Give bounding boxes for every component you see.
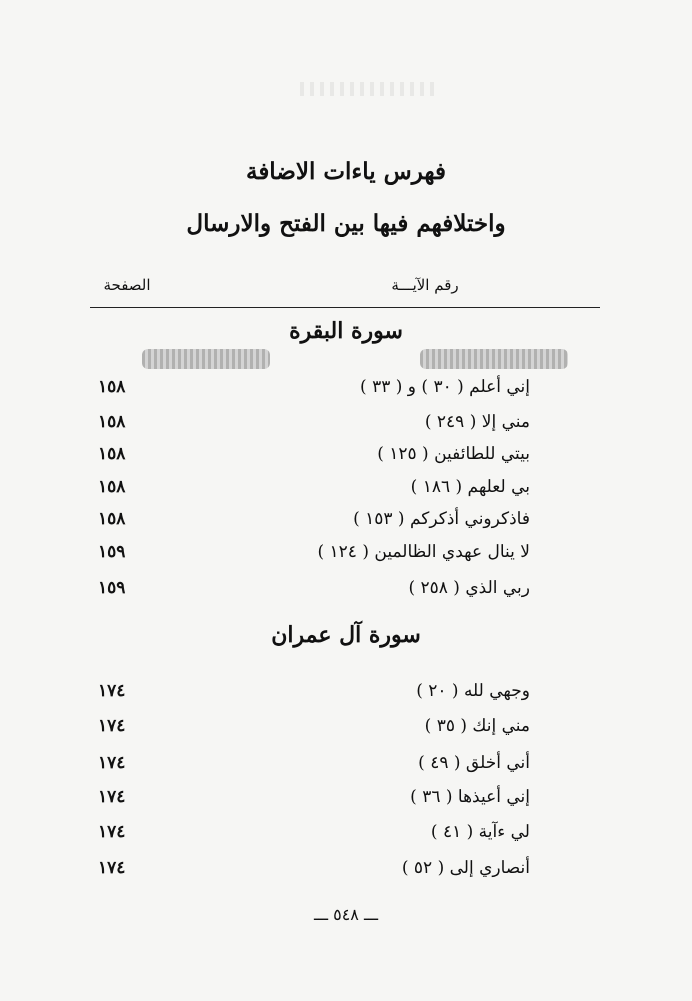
section-title-al-imran: سورة آل عمران	[271, 622, 421, 648]
header-divider	[90, 307, 600, 308]
page-reference: ١٥٨	[98, 377, 126, 397]
page-reference: ١٥٨	[98, 412, 126, 432]
list-item	[90, 536, 530, 568]
ayah-reference: فاذكروني أذكركم ( ١٥٣ )	[353, 509, 530, 529]
ayah-reference: مني إنك ( ٣٥ )	[424, 716, 530, 736]
ayah-reference: إني أعيذها ( ٣٦ )	[410, 787, 530, 807]
page-reference: ١٥٨	[98, 444, 126, 464]
ayah-reference: بي لعلهم ( ١٨٦ )	[410, 477, 530, 497]
ayah-reference: إني أعلم ( ٣٠ ) و ( ٣٣ )	[360, 377, 530, 397]
list-item	[90, 710, 530, 742]
ayah-reference: لا ينال عهدي الظالمين ( ١٢٤ )	[317, 542, 530, 562]
ayah-reference: ربي الذي ( ٢٥٨ )	[408, 578, 530, 598]
list-item	[90, 503, 530, 535]
page-reference: ١٧٤	[98, 716, 126, 736]
page-reference: ١٥٩	[98, 542, 126, 562]
ayah-reference: لي ءآية ( ٤١ )	[430, 822, 530, 842]
page-reference: ١٧٤	[98, 822, 126, 842]
page-reference: ١٥٩	[98, 578, 126, 598]
page-reference: ١٥٨	[98, 477, 126, 497]
list-item	[90, 747, 530, 779]
scan-smudge	[420, 349, 568, 369]
list-item	[90, 781, 530, 813]
page-reference: ١٧٤	[98, 681, 126, 701]
list-item	[90, 471, 530, 503]
ayah-reference: أنصاري إلى ( ٥٢ )	[401, 858, 530, 878]
list-item	[90, 438, 530, 470]
list-item	[90, 816, 530, 848]
page-reference: ١٧٤	[98, 787, 126, 807]
page-number: ـــ ٥٤٨ ـــ	[313, 905, 379, 924]
page-reference: ١٧٤	[98, 753, 126, 773]
page-subtitle: واختلافهم فيها بين الفتح والارسال	[186, 210, 506, 237]
page-reference: ١٧٤	[98, 858, 126, 878]
ayah-reference: أني أخلق ( ٤٩ )	[418, 753, 530, 773]
scan-smudge	[142, 349, 270, 369]
list-item	[90, 406, 530, 438]
list-item	[90, 852, 530, 884]
section-title-baqarah: سورة البقرة	[289, 318, 403, 344]
column-header-page: الصفحة	[103, 276, 151, 294]
ayah-reference: وجهي لله ( ٢٠ )	[416, 681, 530, 701]
page-title: فهرس ياءات الاضافة	[245, 158, 446, 185]
ayah-reference: بيتي للطائفين ( ١٢٥ )	[377, 444, 530, 464]
list-item	[90, 675, 530, 707]
list-item	[90, 572, 530, 604]
ayah-reference: مني إلا ( ٢٤٩ )	[424, 412, 530, 432]
column-header-ayah: رقم الآيـــة	[391, 276, 459, 294]
list-item	[90, 371, 530, 403]
faded-header-mark	[300, 82, 440, 96]
page-reference: ١٥٨	[98, 509, 126, 529]
